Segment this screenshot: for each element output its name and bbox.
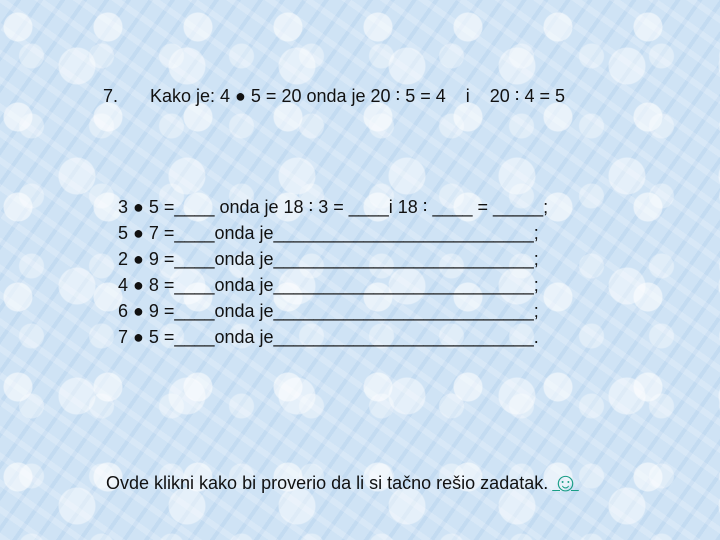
- exercise-line-6: 7 ● 5 =____onda je__________________________.: [118, 327, 539, 347]
- exercise-line-2: 5 ● 7 =____onda je__________________________;: [118, 223, 539, 243]
- check-answer-prompt: [96, 451, 585, 497]
- exercise-line-4: 4 ● 8 =____onda je__________________________;: [118, 275, 539, 295]
- task-number: 7.: [103, 86, 119, 106]
- exercise-line-3: 2 ● 9 =____onda je__________________________;: [118, 249, 539, 269]
- exercise-line-1: 3 ● 5 =____ onda je 18 ∶ 3 = ____i 18 ∶ ____ = _____;: [118, 197, 549, 217]
- check-answer-link[interactable]: [548, 467, 585, 497]
- check-answer-text: Ovde klikni kako bi proverio da li si tačno rešio zadatak.: [106, 473, 549, 493]
- task-statement: Kako je: 4 ● 5 = 20 onda je 20 ∶ 5 = 4 i 20 ∶ 4 = 5: [150, 86, 566, 106]
- exercise-line-5: 6 ● 9 =____onda je__________________________;: [118, 301, 539, 321]
- smiley-icon: ☺: [552, 467, 579, 497]
